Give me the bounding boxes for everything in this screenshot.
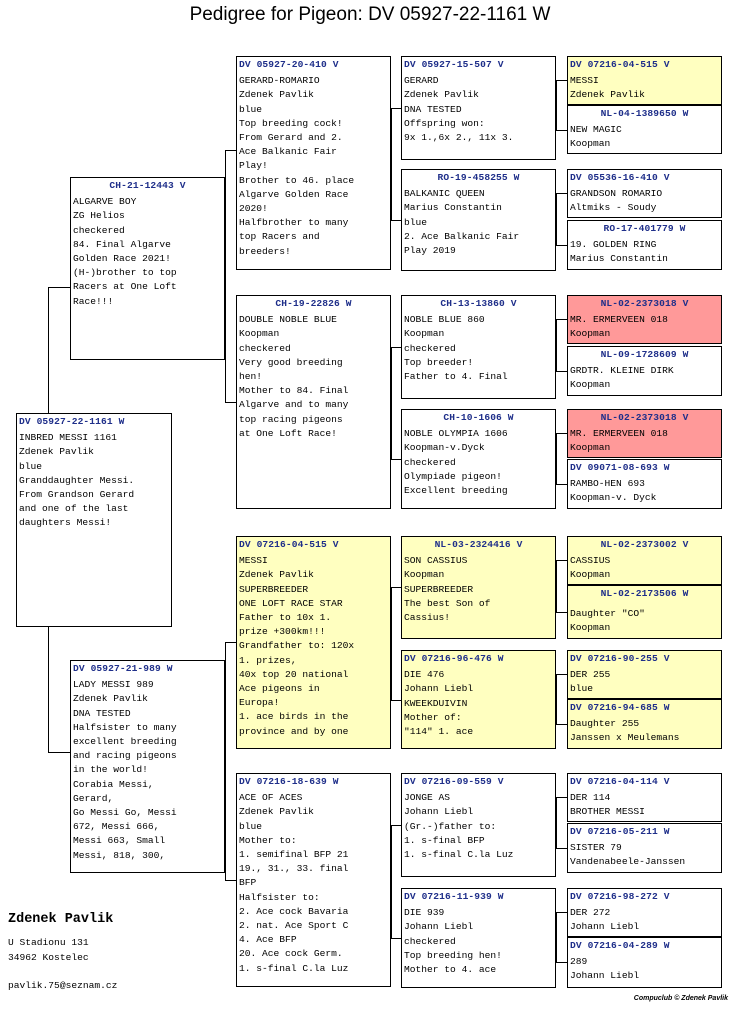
pigeon-info-line: Janssen x Meulemans xyxy=(570,732,680,744)
connector-line xyxy=(556,193,557,245)
pigeon-name: 19. GOLDEN RING xyxy=(570,239,657,251)
connector-line xyxy=(556,245,567,246)
connector-line xyxy=(225,642,226,880)
connector-line xyxy=(556,484,567,485)
pigeon-name: GERARD xyxy=(404,75,439,87)
pedigree-dss[interactable] xyxy=(401,536,556,639)
pigeon-info-line: BROTHER MESSI xyxy=(570,806,645,818)
connector-line xyxy=(391,587,392,700)
ring-number: DV 05536-16-410 V xyxy=(570,172,670,183)
pedigree-sds[interactable] xyxy=(401,295,556,399)
pedigree-g4-6[interactable] xyxy=(567,346,722,396)
pedigree-g4-11[interactable] xyxy=(567,650,722,699)
pigeon-info-line: Algarve and to many xyxy=(239,399,349,411)
pedigree-g4-9[interactable] xyxy=(567,536,722,585)
pigeon-info-line: 1. prizes, xyxy=(239,654,297,666)
pigeon-name: NEW MAGIC xyxy=(570,124,622,136)
pigeon-name: RAMBO-HEN 693 xyxy=(570,478,645,490)
pigeon-name: GRANDSON ROMARIO xyxy=(570,188,663,200)
pigeon-info-line: Halfsister to many xyxy=(73,721,177,733)
pigeon-info-line: ONE LOFT RACE STAR xyxy=(239,597,343,609)
pigeon-info-line: and racing pigeons xyxy=(73,750,177,762)
pigeon-info-line: checkered xyxy=(404,342,456,354)
pigeon-info-line: Zdenek Pavlik xyxy=(239,89,314,101)
pigeon-info-line: Koopman xyxy=(404,328,445,340)
pigeon-info-line: in the world! xyxy=(73,764,148,776)
pedigree-g4-13[interactable] xyxy=(567,773,722,822)
pigeon-info-line: blue xyxy=(570,683,594,695)
pedigree-g4-8[interactable] xyxy=(567,459,722,509)
ring-number: DV 07216-90-255 V xyxy=(570,653,670,664)
connector-line xyxy=(391,825,392,938)
ring-number: DV 09071-08-693 W xyxy=(570,462,670,473)
connector-line xyxy=(391,587,401,588)
pigeon-info-line: Zdenek Pavlik xyxy=(404,89,479,101)
pigeon-name: MR. ERMERVEEN 018 xyxy=(570,314,668,326)
ring-number: NL-04-1389650 W xyxy=(600,108,689,119)
ring-number: DV 07216-11-939 W xyxy=(404,891,504,902)
pigeon-name: MR. ERMERVEEN 018 xyxy=(570,428,668,440)
pigeon-info-line: Very good breeding xyxy=(239,356,343,368)
pigeon-info-line: Zdenek Pavlik xyxy=(19,446,94,458)
pedigree-sss[interactable] xyxy=(401,56,556,160)
owner-email[interactable]: pavlik.75@seznam.cz xyxy=(8,980,118,991)
pigeon-name: DER 114 xyxy=(570,792,611,804)
pigeon-name: ALGARVE BOY xyxy=(73,196,137,208)
connector-line xyxy=(391,938,401,939)
pedigree-sire-dam[interactable] xyxy=(236,295,391,509)
pigeon-info-line: KWEEKDUIVIN xyxy=(404,697,468,709)
connector-line xyxy=(225,150,236,151)
pigeon-name: SON CASSIUS xyxy=(404,555,468,567)
pedigree-g4-12[interactable] xyxy=(567,699,722,749)
pigeon-info-line: 4. Ace BFP xyxy=(239,934,297,946)
pedigree-g4-5[interactable] xyxy=(567,295,722,344)
pedigree-g4-4[interactable] xyxy=(567,220,722,270)
pigeon-info-line: Gerard, xyxy=(73,792,114,804)
pigeon-info-line: checkered xyxy=(404,935,456,947)
connector-line xyxy=(391,347,401,348)
pigeon-name: MESSI xyxy=(239,555,268,567)
pedigree-ddd[interactable] xyxy=(401,888,556,988)
pigeon-info-line: DNA TESTED xyxy=(73,707,131,719)
pedigree-dam-sire[interactable] xyxy=(236,536,391,749)
pedigree-g4-3[interactable] xyxy=(567,169,722,218)
pedigree-sdd[interactable] xyxy=(401,409,556,509)
pigeon-info-line: Ace pigeons in xyxy=(239,683,320,695)
pigeon-name: BALKANIC QUEEN xyxy=(404,188,485,200)
pigeon-info-line: Olympiade pigeon! xyxy=(404,470,502,482)
connector-line xyxy=(48,287,70,288)
connector-line xyxy=(391,700,401,701)
ring-number: DV 07216-18-639 W xyxy=(239,776,339,787)
pigeon-info-line: Corabia Messi, xyxy=(73,778,154,790)
pigeon-info-line: Play 2019 xyxy=(404,245,456,257)
pigeon-info-line: Mother to 4. ace xyxy=(404,964,497,976)
connector-line xyxy=(556,433,567,434)
pigeon-info-line: hen! xyxy=(239,371,263,383)
pigeon-info-line: Racers at One Loft xyxy=(73,281,177,293)
pigeon-name: NOBLE OLYMPIA 1606 xyxy=(404,428,508,440)
pigeon-info-line: Halfbrother to many xyxy=(239,217,349,229)
ring-number: DV 07216-98-272 V xyxy=(570,891,670,902)
pigeon-info-line: Father to 4. Final xyxy=(404,371,508,383)
pigeon-info-line: Koopman xyxy=(570,379,611,391)
pigeon-info-line: SUPERBREEDER xyxy=(239,583,309,595)
connector-line xyxy=(556,912,567,913)
ring-number: CH-10-1606 W xyxy=(443,412,514,423)
pigeon-info-line: Zdenek Pavlik xyxy=(239,569,314,581)
ring-number: DV 05927-20-410 V xyxy=(239,59,339,70)
connector-line xyxy=(391,220,401,221)
pigeon-info-line: Koopman-v. Dyck xyxy=(570,492,657,504)
pigeon-info-line: Koopman xyxy=(570,569,611,581)
connector-line xyxy=(48,287,49,413)
pigeon-info-line: Koopman xyxy=(239,328,280,340)
pigeon-info-line: daughters Messi! xyxy=(19,517,112,529)
pigeon-info-line: Altmiks - Soudy xyxy=(570,202,657,214)
pigeon-info-line: Koopman xyxy=(404,569,445,581)
pigeon-info-line: Brother to 46. place xyxy=(239,174,355,186)
pigeon-info-line: SUPERBREEDER xyxy=(404,583,474,595)
pedigree-g4-7[interactable] xyxy=(567,409,722,458)
pigeon-name: DOUBLE NOBLE BLUE xyxy=(239,314,337,326)
pigeon-info-line: Johann Liebl xyxy=(570,970,640,982)
pigeon-info-line: Top breeding hen! xyxy=(404,949,502,961)
pigeon-info-line: ZG Helios xyxy=(73,210,125,222)
connector-line xyxy=(556,371,567,372)
pigeon-info-line: From Grandson Gerard xyxy=(19,489,135,501)
connector-line xyxy=(556,433,557,484)
pigeon-name: DER 272 xyxy=(570,907,611,919)
pedigree-g4-16[interactable] xyxy=(567,937,722,988)
pigeon-info-line: Johann Liebl xyxy=(404,921,474,933)
pigeon-info-line: Zdenek Pavlik xyxy=(73,693,148,705)
pigeon-info-line: Johann Liebl xyxy=(404,683,474,695)
pigeon-info-line: province and by one xyxy=(239,725,349,737)
ring-number: RO-19-458255 W xyxy=(437,172,520,183)
pigeon-info-line: 20. Ace cock Germ. xyxy=(239,948,343,960)
pigeon-info-line: (Gr.-)father to: xyxy=(404,820,497,832)
connector-line xyxy=(48,752,70,753)
connector-line xyxy=(556,80,557,130)
pigeon-info-line: excellent breeding xyxy=(73,736,177,748)
pigeon-info-line: and one of the last xyxy=(19,503,129,515)
pigeon-info-line: Koopman-v.Dyck xyxy=(404,442,485,454)
connector-line xyxy=(391,108,401,109)
ring-number: CH-21-12443 V xyxy=(109,180,186,191)
pigeon-info-line: Ace Balkanic Fair xyxy=(239,146,337,158)
pigeon-info-line: Koopman xyxy=(570,622,611,634)
pigeon-info-line: 1. ace birds in the xyxy=(239,711,349,723)
connector-line xyxy=(556,797,557,848)
pigeon-info-line: 1. s-final C.la Luz xyxy=(239,962,349,974)
ring-number: DV 07216-04-515 V xyxy=(570,59,670,70)
pigeon-info-line: Zdenek Pavlik xyxy=(570,89,645,101)
ring-number: DV 07216-04-114 V xyxy=(570,776,670,787)
connector-line xyxy=(556,797,567,798)
pigeon-info-line: Granddaughter Messi. xyxy=(19,474,135,486)
pigeon-info-line: (H-)brother to top xyxy=(73,267,177,279)
pigeon-info-line: top racing pigeons xyxy=(239,413,343,425)
pedigree-g4-1[interactable] xyxy=(567,56,722,105)
connector-line xyxy=(556,912,557,962)
owner-name: Zdenek Pavlik xyxy=(8,912,114,927)
pigeon-info-line: Father to 10x 1. xyxy=(239,612,332,624)
pigeon-info-line: Koopman xyxy=(570,442,611,454)
pigeon-info-line: Mother to: xyxy=(239,834,297,846)
pigeon-info-line: 40x top 20 national xyxy=(239,668,349,680)
pigeon-info-line: 84. Final Algarve xyxy=(73,238,171,250)
connector-line xyxy=(556,848,567,849)
connector-line xyxy=(556,674,567,675)
connector-line xyxy=(556,193,567,194)
pedigree-g4-10[interactable] xyxy=(567,585,722,639)
pigeon-info-line: prize +300km!!! xyxy=(239,626,326,638)
pigeon-info-line: Johann Liebl xyxy=(404,806,474,818)
ring-number: DV 07216-04-289 W xyxy=(570,940,670,951)
pigeon-info-line: 9x 1.,6x 2., 11x 3. xyxy=(404,132,514,144)
ring-number: DV 05927-15-507 V xyxy=(404,59,504,70)
pedigree-dds[interactable] xyxy=(401,773,556,877)
pigeon-info-line: checkered xyxy=(404,456,456,468)
pigeon-info-line: Golden Race 2021! xyxy=(73,253,171,265)
ring-number: CH-19-22826 W xyxy=(275,298,352,309)
connector-line xyxy=(556,962,567,963)
pedigree-g4-14[interactable] xyxy=(567,823,722,873)
pigeon-info-line: checkered xyxy=(73,224,125,236)
connector-line xyxy=(556,319,557,371)
pedigree-dsd[interactable] xyxy=(401,650,556,749)
pigeon-info-line: blue xyxy=(239,103,263,115)
pigeon-name: Daughter 255 xyxy=(570,718,640,730)
pigeon-name: JONGE AS xyxy=(404,792,451,804)
page-title: Pedigree for Pigeon: DV 05927-22-1161 W xyxy=(189,4,551,25)
pigeon-info-line: Cassius! xyxy=(404,612,451,624)
pigeon-info-line: "114" 1. ace xyxy=(404,726,474,738)
ring-number: DV 05927-21-989 W xyxy=(73,663,173,674)
connector-line xyxy=(556,130,567,131)
pigeon-info-line: Mother to 84. Final xyxy=(239,385,349,397)
owner-street: U Stadionu 131 xyxy=(8,937,89,948)
pigeon-name: INBRED MESSI 1161 xyxy=(19,432,117,444)
pigeon-info-line: Johann Liebl xyxy=(570,921,640,933)
pedigree-g4-15[interactable] xyxy=(567,888,722,937)
pigeon-name: Daughter "CO" xyxy=(570,608,645,620)
connector-line xyxy=(556,80,567,81)
pigeon-info-line: 2. Ace cock Bavaria xyxy=(239,905,349,917)
pigeon-name: CASSIUS xyxy=(570,555,611,567)
pigeon-name: ACE OF ACES xyxy=(239,792,303,804)
ring-number: DV 07216-94-685 W xyxy=(570,702,670,713)
pigeon-name: NOBLE BLUE 860 xyxy=(404,314,485,326)
pigeon-info-line: 1. s-final BFP xyxy=(404,834,485,846)
pigeon-info-line: breeders! xyxy=(239,245,291,257)
pigeon-info-line: Excellent breeding xyxy=(404,485,508,497)
pigeon-info-line: Messi, 818, 300, xyxy=(73,849,166,861)
ring-number: RO-17-401779 W xyxy=(603,223,686,234)
connector-line xyxy=(556,612,567,613)
pigeon-info-line: Play! xyxy=(239,160,268,172)
pedigree-sire[interactable] xyxy=(70,177,225,360)
ring-number: NL-02-2373018 V xyxy=(600,412,689,423)
pigeon-info-line: 672, Messi 666, xyxy=(73,821,160,833)
pigeon-name: GERARD-ROMARIO xyxy=(239,75,320,87)
pigeon-name: DIE 476 xyxy=(404,669,445,681)
pigeon-info-line: Messi 663, Small xyxy=(73,835,166,847)
pedigree-dam-dam[interactable] xyxy=(236,773,391,987)
pigeon-info-line: Europa! xyxy=(239,697,280,709)
pigeon-info-line: at One Loft Race! xyxy=(239,427,337,439)
pigeon-info-line: Halfsister to: xyxy=(239,891,320,903)
pedigree-dam[interactable] xyxy=(70,660,225,873)
pigeon-info-line: checkered xyxy=(239,342,291,354)
pigeon-info-line: Koopman xyxy=(570,138,611,150)
connector-line xyxy=(556,724,567,725)
pigeon-info-line: 19., 31., 33. final xyxy=(239,863,349,875)
pigeon-name: LADY MESSI 989 xyxy=(73,679,154,691)
ring-number: DV 07216-96-476 W xyxy=(404,653,504,664)
connector-line xyxy=(225,150,226,402)
ring-number: CH-13-13860 V xyxy=(440,298,517,309)
pigeon-name: SISTER 79 xyxy=(570,842,622,854)
pigeon-info-line: From Gerard and 2. xyxy=(239,132,343,144)
pigeon-info-line: blue xyxy=(404,216,428,228)
pigeon-info-line: Top breeding cock! xyxy=(239,117,343,129)
pigeon-name: GRDTR. KLEINE DIRK xyxy=(570,365,674,377)
connector-line xyxy=(225,880,236,881)
ring-number: DV 07216-09-559 V xyxy=(404,776,504,787)
pigeon-info-line: The best Son of xyxy=(404,597,491,609)
pigeon-info-line: blue xyxy=(239,820,263,832)
ring-number: NL-03-2324416 V xyxy=(434,539,523,550)
connector-line xyxy=(556,560,557,612)
pigeon-name: 289 xyxy=(570,956,588,968)
pigeon-info-line: Marius Constantin xyxy=(570,253,668,265)
pigeon-info-line: Race!!! xyxy=(73,295,114,307)
pigeon-info-line: Zdenek Pavlik xyxy=(239,806,314,818)
pigeon-info-line: 2. nat. Ace Sport C xyxy=(239,920,349,932)
pedigree-ssd[interactable] xyxy=(401,169,556,271)
pigeon-info-line: Koopman xyxy=(570,328,611,340)
ring-number: NL-02-2373018 V xyxy=(600,298,689,309)
pigeon-info-line: top Racers and xyxy=(239,231,320,243)
ring-number: DV 07216-05-211 W xyxy=(570,826,670,837)
connector-line xyxy=(556,319,567,320)
connector-line xyxy=(48,627,49,753)
pigeon-info-line: 2020! xyxy=(239,203,268,215)
pigeon-info-line: 1. s-final C.la Luz xyxy=(404,849,514,861)
ring-number: NL-02-2173506 W xyxy=(600,588,689,599)
connector-line xyxy=(556,674,557,724)
pigeon-info-line: DNA TESTED xyxy=(404,103,462,115)
ring-number: DV 05927-22-1161 W xyxy=(19,416,125,427)
pigeon-info-line: Grandfather to: 120x xyxy=(239,640,355,652)
connector-line xyxy=(391,459,401,460)
pigeon-name: MESSI xyxy=(570,75,599,87)
connector-line xyxy=(391,347,392,459)
connector-line xyxy=(225,402,236,403)
connector-line xyxy=(556,560,567,561)
pedigree-subject[interactable] xyxy=(16,413,172,627)
connector-line xyxy=(391,108,392,220)
pigeon-info-line: Vandenabeele-Janssen xyxy=(570,856,686,868)
connector-line xyxy=(225,642,236,643)
pigeon-info-line: blue xyxy=(19,460,43,472)
owner-city: 34962 Kostelec xyxy=(8,952,89,963)
pedigree-sire-sire[interactable] xyxy=(236,56,391,270)
pigeon-info-line: Offspring won: xyxy=(404,117,485,129)
pedigree-g4-2[interactable] xyxy=(567,105,722,154)
pigeon-info-line: Mother of: xyxy=(404,711,462,723)
pigeon-info-line: Top breeder! xyxy=(404,356,474,368)
ring-number: NL-02-2373002 V xyxy=(600,539,689,550)
ring-number: DV 07216-04-515 V xyxy=(239,539,339,550)
pigeon-name: DER 255 xyxy=(570,669,611,681)
pigeon-info-line: BFP xyxy=(239,877,257,889)
pigeon-info-line: 1. semifinal BFP 21 xyxy=(239,849,349,861)
pigeon-name: DIE 939 xyxy=(404,907,445,919)
pigeon-info-line: 2. Ace Balkanic Fair xyxy=(404,230,520,242)
copyright-footer: Compuclub © Zdenek Pavlik xyxy=(633,995,728,1002)
pigeon-info-line: Go Messi Go, Messi xyxy=(73,807,177,819)
pigeon-info-line: Marius Constantin xyxy=(404,202,502,214)
connector-line xyxy=(391,825,401,826)
pigeon-info-line: Algarve Golden Race xyxy=(239,188,349,200)
ring-number: NL-09-1728609 W xyxy=(600,349,689,360)
